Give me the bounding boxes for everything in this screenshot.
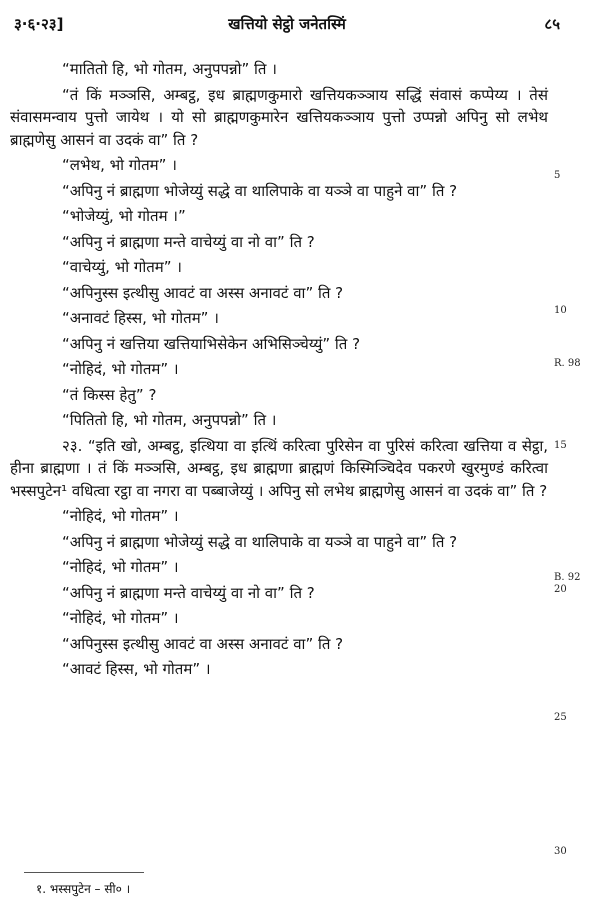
- paragraph: “भोजेय्युं, भो गोतम ।”: [62, 207, 186, 225]
- paragraph: २३. “इति खो, अम्बट्ठ, इत्थिया वा इत्थिं करित्वा पुरिसेन वा पुरिसं करित्वा खत्तिया व सेट्ठा, हीना ब्राह्मणा । तं किं मञ्ञसि, अम्बट्ठ, इध ब्राह्मणा ब्राह्मणं किस्मिञ्चिदेव पकरणे खुरमुण्डं करित्वा भस्सपुटेन¹ वधित्वा रट्ठा वा नगरा वा पब्बाजेय्युं । अपिनु सो लभेथ ब्राह्मणेसु आसनं वा उदकं वा” ति ?: [10, 436, 548, 500]
- running-title: खत्तियो सेट्ठो जनेतस्मिं: [228, 15, 346, 33]
- paragraph: “अपिनु नं ब्राह्मणा मन्ते वाचेय्युं वा नो वा” ति ?: [62, 583, 315, 602]
- paragraph: “तं किस्स हेतु” ?: [62, 385, 157, 404]
- paragraph: “अपिनु नं ब्राह्मणा भोजेय्युं सद्धे वा थालिपाके वा यञ्ञे वा पाहुने वा” ति ?: [62, 532, 458, 551]
- paragraph: “अपिनु नं ब्राह्मणा भोजेय्युं सद्धे वा थालिपाके वा यञ्ञे वा पाहुने वा” ति ?: [62, 181, 458, 200]
- footnote: १. भस्सपुटेन – सी० ।: [36, 882, 131, 896]
- line-number-margin-note: 10: [554, 305, 567, 316]
- paragraph: “नोहिदं, भो गोतम” ।: [62, 507, 179, 525]
- edition-page-margin-note: B. 92: [554, 572, 581, 583]
- edition-page-margin-note: R. 98: [554, 358, 581, 369]
- paragraph: “अपिनुस्स इत्थीसु आवटं वा अस्स अनावटं वा” ति ?: [62, 634, 344, 653]
- page-header: [14, 8, 560, 38]
- paragraph: “अपिनु नं ब्राह्मणा मन्ते वाचेय्युं वा नो वा” ति ?: [62, 232, 315, 251]
- paragraph: “नोहिदं, भो गोतम” ।: [62, 360, 179, 378]
- paragraph: “आवटं हिस्स, भो गोतम” ।: [62, 660, 211, 678]
- paragraph: “अपिनु नं खत्तिया खत्तियाभिसेकेन अभिसिञ्चेय्युं” ति ?: [62, 334, 361, 353]
- paragraph: “लभेथ, भो गोतम” ।: [62, 156, 177, 174]
- line-number-margin-note: 15: [554, 440, 567, 451]
- paragraph: “मातितो हि, भो गोतम, अनुपपन्नो” ति ।: [62, 60, 277, 78]
- paragraph: “अनावटं हिस्स, भो गोतम” ।: [62, 309, 219, 327]
- line-number-margin-note: 30: [554, 846, 567, 857]
- paragraph: “नोहिदं, भो गोतम” ।: [62, 558, 179, 576]
- footnote-divider: [24, 872, 144, 873]
- line-number-margin-note: 25: [554, 712, 567, 723]
- paragraph: “नोहिदं, भो गोतम” ।: [62, 609, 179, 627]
- paragraph: “वाचेय्युं, भो गोतम” ।: [62, 258, 182, 276]
- paragraph: “तं किं मञ्ञसि, अम्बट्ठ, इध ब्राह्मणकुमारो खत्तियकञ्ञाय सद्धिं संवासं कप्पेय्य । तेसं संवासमन्वाय पुत्तो जायेथ । यो सो ब्राह्मणकुमारेन खत्तियकञ्ञाय पुत्तो उप्पन्नो अपिनु सो लभेथ ब्राह्मणेसु आसनं वा उदकं वा” ति ?: [10, 85, 548, 149]
- paragraph: “अपिनुस्स इत्थीसु आवटं वा अस्स अनावटं वा” ति ?: [62, 283, 344, 302]
- section-reference: ३·६·२३]: [14, 15, 64, 33]
- paragraph: “पितितो हि, भो गोतम, अनुपपन्नो” ति ।: [62, 411, 277, 429]
- line-number-margin-note: 20: [554, 584, 567, 595]
- page-number: ८५: [544, 15, 560, 33]
- line-number-margin-note: 5: [554, 170, 561, 181]
- main-text: [10, 58, 548, 684]
